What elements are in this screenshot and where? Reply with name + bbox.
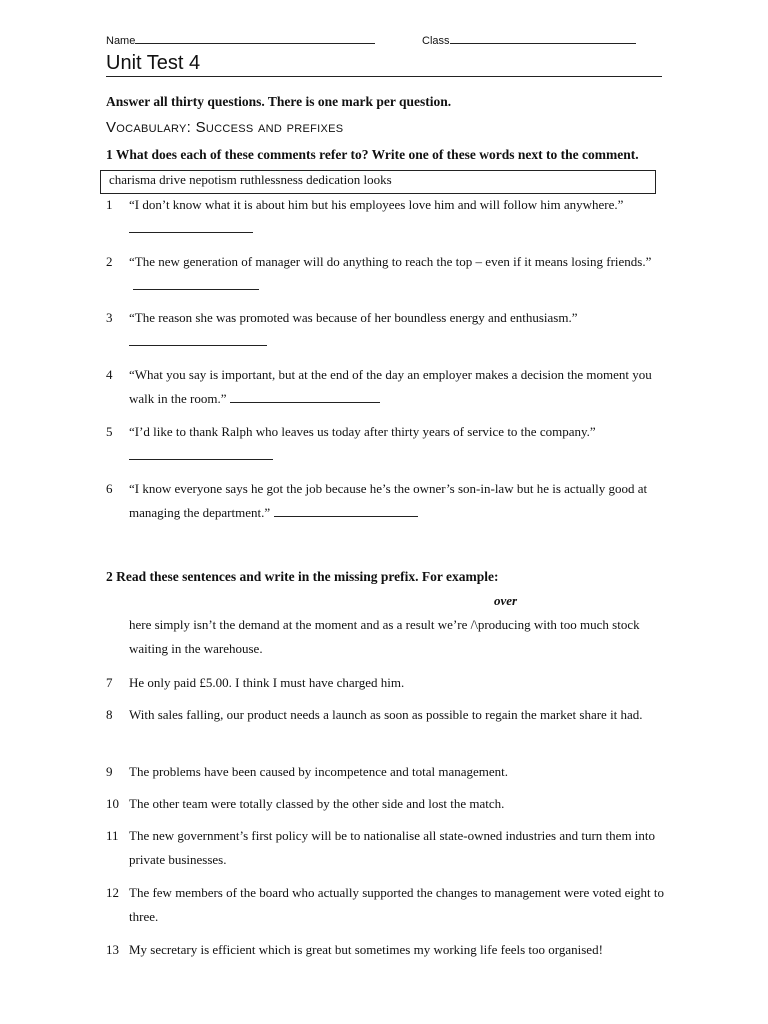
q1-item — [106, 193, 666, 241]
item-text: “What you say is important, but at the end of the day an employer makes a decision the moment you walk in the room.” — [129, 367, 652, 406]
item-number: 5 — [106, 424, 113, 439]
q1-item — [106, 306, 666, 354]
instructions: Answer all thirty questions. There is one mark per question. — [106, 94, 452, 109]
item-text: “I’d like to thank Ralph who leaves us today after thirty years of service to the company.” — [129, 424, 596, 439]
item-text: The problems have been caused by incompetence and total management. — [129, 764, 509, 779]
item-text: “The reason she was promoted was because of her boundless energy and enthusiasm.” — [129, 310, 578, 325]
item-text: My secretary is efficient which is great but sometimes my working life feels too organised! — [129, 942, 603, 957]
example-sentence: here simply isn’t the demand at the moment and as a result we’re /\producing with too much stock waiting in the warehouse. — [129, 617, 640, 656]
item-number: 2 — [106, 254, 113, 269]
q1-item — [106, 250, 666, 298]
item-number: 1 — [106, 197, 113, 212]
class-field[interactable] — [422, 35, 636, 47]
q2-item — [106, 938, 666, 962]
item-number: 8 — [106, 707, 113, 722]
item-number: 13 — [106, 942, 119, 957]
name-field[interactable] — [106, 35, 375, 47]
item-text: “The new generation of manager will do anything to reach the top – even if it means losing friends.” — [129, 254, 652, 269]
name-label: Name — [106, 35, 136, 47]
section-heading: Vocabulary: Success and prefixes — [106, 119, 344, 136]
name-answer-line[interactable] — [135, 43, 375, 44]
answer-blank[interactable] — [274, 516, 418, 517]
item-number: 4 — [106, 367, 113, 382]
item-text: The other team were totally classed by the other side and lost the match. — [129, 796, 505, 811]
question-2-heading: 2 Read these sentences and write in the missing prefix. For example: — [106, 569, 499, 584]
answer-blank[interactable] — [230, 402, 380, 403]
item-text: With sales falling, our product needs a launch as soon as possible to regain the market share it had. — [129, 707, 643, 722]
item-number: 9 — [106, 764, 113, 779]
answer-blank[interactable] — [129, 232, 253, 233]
q2-item — [106, 671, 666, 695]
class-answer-line[interactable] — [450, 43, 636, 44]
item-number: 3 — [106, 310, 113, 325]
item-number: 12 — [106, 885, 119, 900]
q1-item — [106, 420, 666, 468]
item-number: 11 — [106, 828, 119, 843]
item-number: 6 — [106, 481, 113, 496]
item-text: The new government’s first policy will be to nationalise all state-owned industries and turn them into private businesses. — [129, 828, 656, 867]
item-text: “I don’t know what it is about him but his employees love him and will follow him anywhere.” — [129, 197, 624, 212]
answer-blank[interactable] — [129, 345, 267, 346]
item-text: He only paid £5.00. I think I must have charged him. — [129, 675, 405, 690]
answer-blank[interactable] — [129, 459, 273, 460]
word-box: charisma drive nepotism ruthlessness dedication looks — [100, 170, 656, 194]
q1-item — [106, 477, 666, 525]
page-title: Unit Test 4 — [106, 52, 201, 74]
answer-blank[interactable] — [133, 289, 259, 290]
q2-item — [106, 792, 666, 816]
q2-item — [106, 824, 666, 872]
item-number: 10 — [106, 796, 119, 811]
q2-item — [106, 703, 666, 727]
title-divider — [106, 76, 662, 77]
item-text: “I know everyone says he got the job because he’s the owner’s son-in-law but he is actually good at managing the department.” — [129, 481, 648, 520]
q2-item — [106, 760, 666, 784]
q1-item — [106, 363, 666, 411]
example-prefix: over — [494, 593, 518, 608]
item-text: The few members of the board who actually supported the changes to management were voted eight to three. — [129, 885, 664, 924]
question-1-heading: 1 What does each of these comments refer to? Write one of these words next to the comment. — [106, 147, 639, 162]
q2-item — [106, 881, 666, 929]
item-number: 7 — [106, 675, 113, 690]
class-label: Class — [422, 35, 450, 47]
